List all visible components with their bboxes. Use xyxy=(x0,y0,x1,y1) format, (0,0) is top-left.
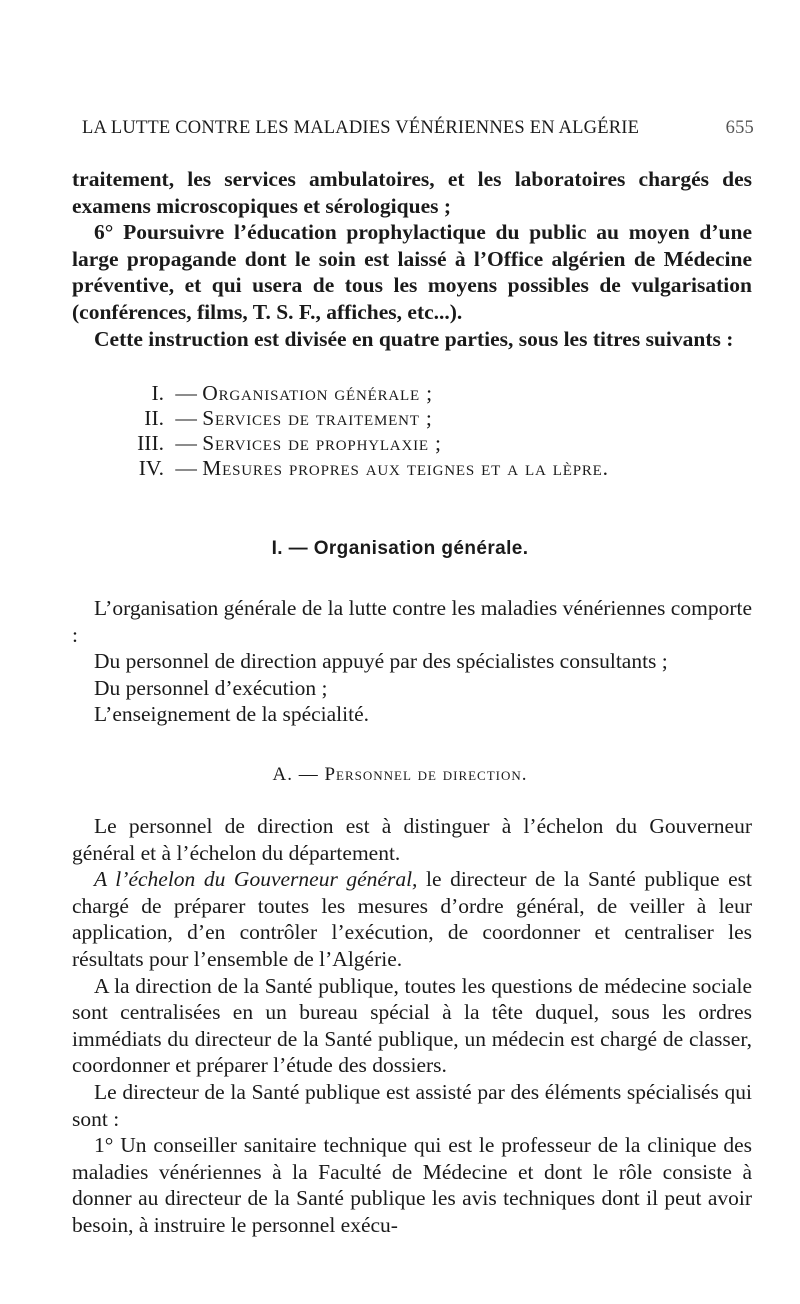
paragraph-teaching: L’enseignement de la spécialité. xyxy=(94,702,370,727)
paragraph-continuation: traitement, les services ambulatoires, et les laboratoires chargés des examens microscopiques et sérologiques ; xyxy=(72,167,752,218)
paragraph-health-direction: A la direction de la Santé publique, toutes les questions de médecine sociale sont centralisées en un bureau spécial à la tête duquel, sous les ordres immédiats du directeur de la Santé publique, un médecin est chargé de classer, coordonner et préparer l’étude des dossiers. xyxy=(72,973,752,1078)
list-item xyxy=(72,431,752,456)
part-number: III. xyxy=(137,431,164,455)
part-dash: — xyxy=(175,381,197,405)
section-heading: I. — Organisation générale. xyxy=(271,538,529,559)
parts-list xyxy=(72,381,752,481)
part-title: Organisation générale ; xyxy=(202,381,433,405)
paragraph-body: le directeur de la Santé publique est chargé de préparer toutes les mesures d’ordre général, de veiller à leur application, d’en contrôler l’exécution, de coordonner et centraliser les résultats pour l’ensemble de l’Algérie. xyxy=(72,867,753,971)
list-item xyxy=(72,406,752,431)
running-head xyxy=(82,118,754,139)
intro-text-block xyxy=(72,166,752,352)
italic-lead: A l’échelon du Gouverneur général, xyxy=(94,867,418,892)
running-head-title: LA LUTTE CONTRE LES MALADIES VÉNÉRIENNES EN ALGÉRIE xyxy=(82,118,640,138)
part-dash: — xyxy=(175,431,197,455)
paragraph-item-6: 6° Poursuivre l’éducation prophylactique du public au moyen d’une large propagande dont le soin est laissé à l’Office algérien de Médecine préventive, et qui usera de tous les moyens possibles de vulgarisation (conférences, films, T. S. F., affiches, etc...). xyxy=(72,220,752,324)
subsection-heading: A. — Personnel de direction. xyxy=(272,764,528,785)
part-title: Services de traitement ; xyxy=(202,406,433,430)
paragraph-execution-staff: Du personnel d’exécution ; xyxy=(94,675,328,700)
direction-text-block xyxy=(72,813,752,1239)
list-item xyxy=(72,381,752,406)
page-number: 655 xyxy=(725,118,754,138)
part-number: II. xyxy=(144,406,164,430)
paragraph-specialists: Le directeur de la Santé publique est assisté par des éléments spécialisés qui sont : xyxy=(72,1079,752,1131)
part-number: IV. xyxy=(138,456,164,480)
list-item xyxy=(72,456,752,481)
paragraph-direction-staff: Du personnel de direction appuyé par des spécialistes consultants ; xyxy=(94,649,668,674)
part-number: I. xyxy=(151,381,164,405)
paragraph-technical-advisor: 1° Un conseiller sanitaire technique qui est le professeur de la clinique des maladies vénériennes à la Faculté de Médecine et dont le rôle consiste à donner au directeur de la Santé publique les avis techniques dont il peut avoir besoin, à instruire le personnel exécu- xyxy=(72,1133,752,1237)
paragraph-division-intro: Cette instruction est divisée en quatre parties, sous les titres suivants : xyxy=(94,326,734,351)
organisation-text-block xyxy=(72,595,752,728)
part-dash: — xyxy=(175,456,197,480)
part-dash: — xyxy=(175,406,197,430)
paragraph-organisation: L’organisation générale de la lutte contre les maladies vénériennes comporte : xyxy=(72,596,752,647)
paragraph-direction-levels: Le personnel de direction est à distinguer à l’échelon du Gouverneur général et à l’échelon du département. xyxy=(72,814,752,865)
part-title: Mesures propres aux teignes et a la lèpre. xyxy=(202,456,609,480)
part-title: Services de prophylaxie ; xyxy=(202,431,442,455)
paragraph-governor-level xyxy=(72,866,752,972)
